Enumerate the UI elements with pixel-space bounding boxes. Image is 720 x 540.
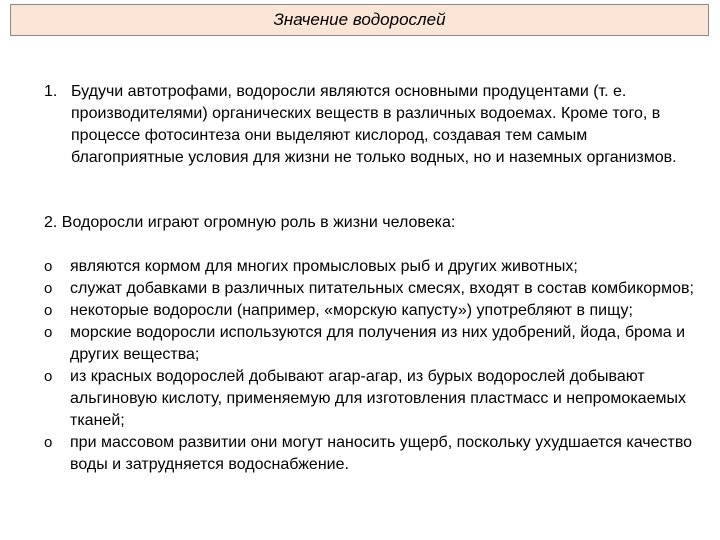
list-item-text: некоторые водоросли (например, «морскую капусту») употребляют в пищу; <box>70 302 633 319</box>
point-1-text: Будучи автотрофами, водоросли являются основными продуцентами (т. е. производителями) органических веществ в различных водоемах. Кроме того, в процессе фотосинтеза они выделяют кислород, создавая тем самым благоприятные условия для жизни не только водных, но и наземных организмов. <box>71 83 677 166</box>
bullet-marker: o <box>44 324 53 341</box>
list-item <box>44 432 704 476</box>
list-item <box>44 256 704 278</box>
page-title: Значение водорослей <box>273 10 446 29</box>
list-item-text: морские водоросли используются для получения из них удобрений, йода, брома и других вещества; <box>70 324 686 363</box>
bullet-marker: o <box>44 434 53 451</box>
list-item-text: из красных водорослей добывают агар-агар, из бурых водорослей добывают альгиновую кислоту, применяемую для изготовления пластмасс и непромокаемых тканей; <box>70 368 686 429</box>
list-item-text: являются кормом для многих промысловых рыб и других животных; <box>70 258 578 275</box>
list-item-text: при массовом развитии они могут наносить ущерб, поскольку ухудшается качество воды и затрудняется водоснабжение. <box>70 434 693 473</box>
point-1 <box>44 81 704 169</box>
point-2-text: 2. Водоросли играют огромную роль в жизни человека: <box>44 214 456 231</box>
title-banner <box>10 4 709 36</box>
bullet-marker: o <box>44 258 53 275</box>
point-1-number: 1. <box>44 83 58 100</box>
list-item <box>44 278 704 300</box>
usage-list <box>44 256 704 476</box>
list-item <box>44 300 704 322</box>
list-item-text: служат добавками в различных питательных смесях, входят в состав комбикормов; <box>70 280 694 297</box>
bullet-marker: o <box>44 280 53 297</box>
bullet-marker: o <box>44 302 53 319</box>
bullet-marker: o <box>44 368 53 385</box>
list-item <box>44 366 704 432</box>
list-item <box>44 322 704 366</box>
